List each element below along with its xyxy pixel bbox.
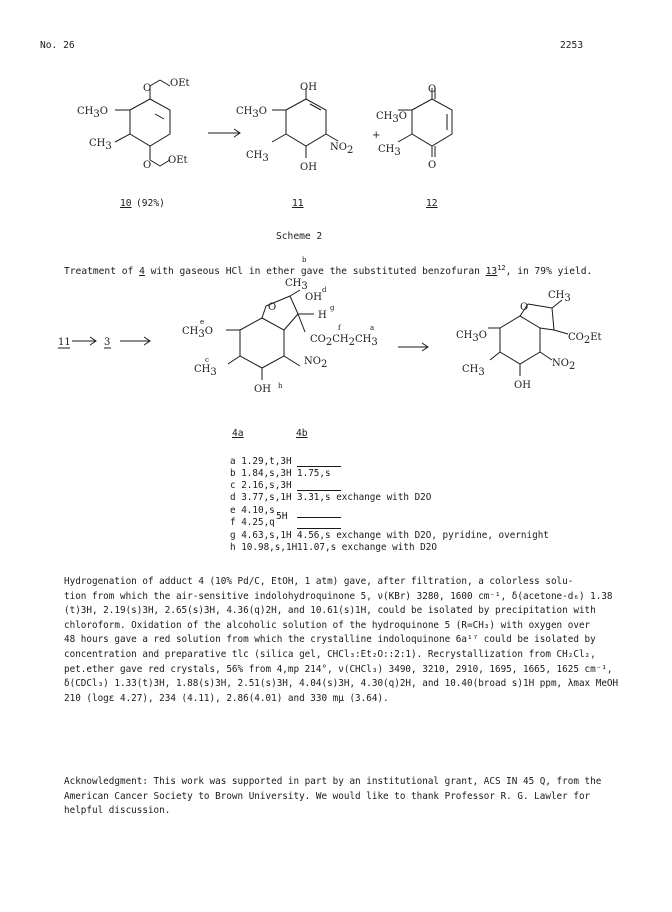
co2et-13: CO2Et (568, 332, 602, 346)
o-10-top: O (143, 83, 152, 94)
row-d-4b: 3.31,s (297, 492, 331, 503)
row-f-4a: f 4.25,q (230, 517, 275, 528)
table-row (230, 530, 292, 541)
label-f: f (338, 324, 341, 332)
table-col-4b: 4b (296, 428, 308, 439)
no2-13: NO2 (552, 358, 576, 372)
table-rule (297, 466, 341, 467)
table-row (230, 542, 297, 553)
o-12-bottom: O (428, 160, 437, 171)
ch3-11: CH3 (246, 150, 269, 164)
row-h-note: exchange with D2O (341, 542, 437, 553)
oh-h: OH (254, 384, 271, 395)
paragraph-line: tion from which the air-sensitive indolohydroquinone 5, ν(KBr) 3280, 1600 cm⁻¹, δ(acetone-d₆) 1.38 (64, 590, 613, 602)
paragraph-line: Hydrogenation of adduct 4 (10% Pd/C, EtOH, 1 atm) gave, after filtration, a colorless solu- (64, 576, 574, 587)
table-row (230, 456, 292, 467)
o-ring-4: O (268, 302, 277, 313)
acknowledgment-line: helpful discussion. (64, 805, 171, 817)
h-g: H (318, 310, 327, 321)
label-compound-11: 11 (292, 198, 304, 209)
benzofuran-sentence (64, 263, 592, 277)
paragraph-line: chloroform. Oxidation of the alcoholic solution of the hydroquinone 5 (R=CH₃) with oxygen over (64, 619, 591, 631)
table-row (230, 492, 292, 503)
ch3-c: CH3 (194, 364, 217, 378)
ch3o-10: CH3O (77, 106, 108, 120)
ch3-12: CH3 (378, 144, 401, 158)
label-h: h (278, 382, 283, 390)
plus-sign: + (372, 130, 381, 141)
paragraph-line: 48 hours gave a red solution from which the crystalline indoloquinone 6a¹⁷ could be isolated by (64, 634, 596, 646)
row-g-note: exchange with D2O, pyridine, overnight (336, 530, 549, 541)
paragraph-line: 210 (logε 4.27), 234 (4.11), 2.86(4.01) and 330 mμ (3.64). (64, 692, 389, 704)
scheme-caption: Scheme 2 (276, 231, 323, 242)
row-e-4a: e 4.10,s (230, 505, 275, 516)
row-c-4a: c 2.16,s,3H (230, 480, 292, 491)
oh-11-top: OH (300, 82, 317, 93)
table-row (230, 505, 275, 516)
table-rule (297, 528, 341, 529)
label-g: g (330, 304, 335, 312)
table-row (297, 492, 431, 503)
table-row (230, 468, 292, 479)
oh-11-bottom: OH (300, 162, 317, 173)
ch3-10: CH3 (89, 138, 112, 152)
table-row (297, 542, 437, 553)
ch3-13b: CH3 (462, 364, 485, 378)
label-e: e (200, 318, 205, 326)
acknowledgment-line: Acknowledgment: This work was supported in part by an institutional grant, ACS IN 45 Q, from the (64, 776, 602, 787)
issue-number: No. 26 (40, 40, 75, 51)
row-d-note: exchange with D2O (336, 492, 432, 503)
row-h-4a: h 10.98,s,1H (230, 542, 298, 553)
o-10-bottom: O (143, 160, 152, 171)
label-compound-10: 10 (120, 198, 132, 209)
label-compound-12: 12 (426, 198, 438, 209)
compound-12-structure (398, 88, 452, 157)
sentence-post: , in 79% yield. (505, 266, 593, 278)
row-g-4a: g 4.63,s,1H (230, 530, 292, 541)
label-c: c (205, 356, 209, 364)
sentence-ref-4: 4 (139, 266, 145, 278)
oet-10-top: OEt (170, 78, 190, 89)
sentence-footnote-12: 12 (497, 264, 506, 272)
o-ring-13: O (520, 302, 529, 313)
label-a: a (370, 324, 375, 332)
table-rule (297, 490, 341, 491)
label-d: d (322, 286, 327, 294)
paragraph-line: (t)3H, 2.19(s)3H, 2.65(s)3H, 4.36(q)2H, and 10.61(s)1H, could be isolated by precipitation with (64, 605, 596, 617)
no2-11: NO2 (330, 142, 354, 156)
oh-d: OH (305, 292, 322, 303)
paragraph-line: δ(CDCl₃) 1.33(t)3H, 1.88(s)3H, 2.51(s)3H, 4.04(s)3H, 4.30(q)2H, and 10.40(broad s)1H ppm, λmax MeOH (64, 678, 619, 690)
row-g-4b: 4.56,s (297, 530, 331, 541)
table-row (297, 530, 549, 541)
sentence-ref-13: 13 (485, 266, 498, 278)
table-row (230, 480, 292, 491)
row-a-4a: a 1.29,t,3H (230, 456, 292, 467)
acknowledgment-line: American Cancer Society to Brown University. We would like to thank Professor R. G. Lawler for (64, 790, 591, 802)
row-d-4a: d 3.77,s,1H (230, 492, 292, 503)
table-col-4a: 4a (232, 428, 244, 439)
left-3: 3 (104, 337, 111, 348)
row-h-4b: 11.07,s (297, 542, 337, 553)
sentence-mid: with gaseous HCl in ether gave the substituted benzofuran (144, 266, 486, 278)
compound-11-structure (272, 88, 338, 158)
ch3-13: CH3 (548, 290, 571, 304)
o-12-top: O (428, 84, 437, 95)
ch3-b: CH3 (285, 278, 308, 292)
yield-compound-10: (92%) (136, 198, 165, 209)
oet-10-bottom: OEt (168, 155, 188, 166)
table-row (297, 468, 331, 479)
left-11: 11 (58, 337, 71, 348)
co2chch3-f: CO2CH2CH3 (310, 334, 378, 348)
page-number: 2253 (560, 40, 584, 51)
hydrogenation-paragraph (64, 575, 624, 706)
row-b-4a: b 1.84,s,3H (230, 468, 292, 479)
table-row (230, 517, 275, 528)
ef-brace-label: 5H (276, 511, 288, 522)
sentence-pre: Treatment of (64, 266, 140, 278)
no2-4: NO2 (304, 356, 328, 370)
ch3o-12: CH3O (376, 111, 407, 125)
ch3o-e: CH3O (182, 326, 213, 340)
label-b: b (302, 256, 307, 264)
row-b-4b: 1.75,s (297, 468, 331, 479)
paragraph-line: concentration and preparative tlc (silica gel, CHCl₃:Et₂O::2:1). Recrystallization from CH₂Cl₂, (64, 648, 596, 660)
scheme-2-drawing (0, 0, 672, 420)
oh-13: OH (514, 380, 531, 391)
paragraph-line: pet.ether gave red crystals, 56% from 4,mp 214°, ν(CHCl₃) 3490, 3210, 2910, 1695, 1665, 1625 cm⁻¹, (64, 663, 613, 675)
ch3o-11: CH3O (236, 106, 267, 120)
acknowledgment-paragraph (64, 775, 624, 819)
ch3o-13: CH3O (456, 330, 487, 344)
table-rule (297, 517, 341, 518)
